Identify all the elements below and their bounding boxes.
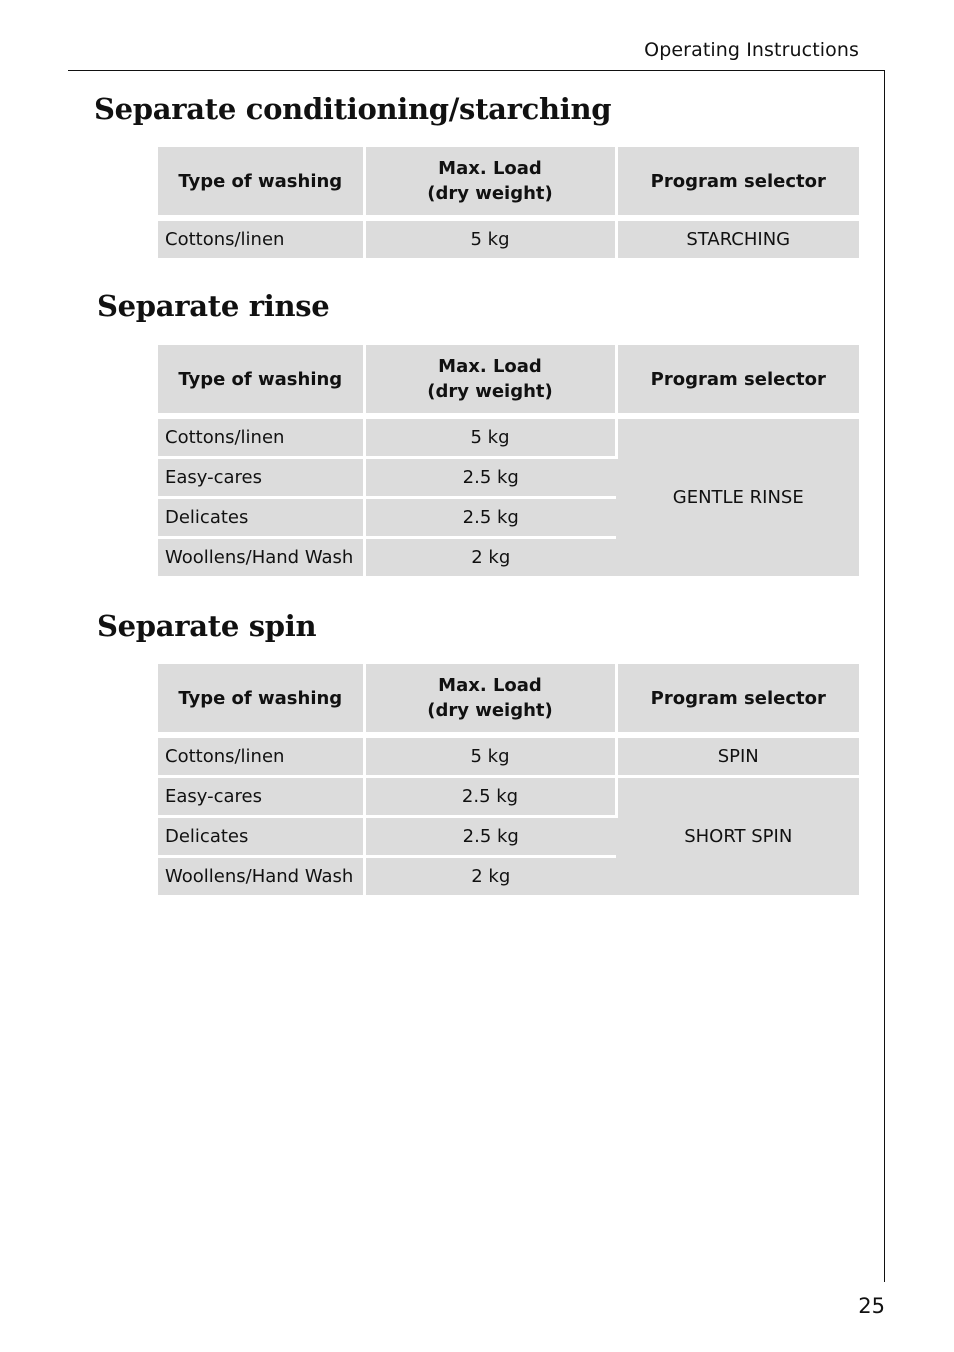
header-program: Program selector	[616, 147, 859, 218]
section-title-spin: Separate spin	[97, 609, 317, 643]
header-load-line2: (dry weight)	[427, 700, 553, 721]
program-cell: GENTLE RINSE	[616, 416, 859, 576]
load-cell: 2 kg	[364, 857, 616, 896]
header-load	[364, 664, 616, 735]
program-cell: STARCHING	[616, 218, 859, 258]
table-row	[158, 777, 859, 817]
conditioning-table	[158, 147, 859, 258]
header-load-line1: Max. Load	[438, 356, 542, 377]
header-load-line2: (dry weight)	[427, 381, 553, 402]
spin-table	[158, 664, 859, 895]
header-type: Type of washing	[158, 147, 364, 218]
type-cell: Delicates	[158, 817, 364, 857]
type-cell: Delicates	[158, 498, 364, 538]
header-load	[364, 147, 616, 218]
type-cell: Easy-cares	[158, 458, 364, 498]
side-rule	[884, 70, 885, 1282]
table-header-row	[158, 147, 859, 218]
header-load-line2: (dry weight)	[427, 183, 553, 204]
table-header-row	[158, 345, 859, 416]
section-title-rinse: Separate rinse	[97, 289, 330, 323]
type-cell: Easy-cares	[158, 777, 364, 817]
type-cell: Woollens/Hand Wash	[158, 538, 364, 577]
program-cell: SPIN	[616, 735, 859, 777]
running-header: Operating Instructions	[644, 39, 859, 61]
header-load-line1: Max. Load	[438, 158, 542, 179]
type-cell: Woollens/Hand Wash	[158, 857, 364, 896]
header-type: Type of washing	[158, 345, 364, 416]
load-cell: 5 kg	[364, 416, 616, 458]
load-cell: 5 kg	[364, 735, 616, 777]
table-row	[158, 416, 859, 458]
table-row	[158, 735, 859, 777]
header-load	[364, 345, 616, 416]
rinse-table	[158, 345, 859, 576]
header-rule	[68, 70, 885, 71]
table-header-row	[158, 664, 859, 735]
page-number: 25	[858, 1294, 885, 1318]
load-cell: 2.5 kg	[364, 817, 616, 857]
type-cell: Cottons/linen	[158, 416, 364, 458]
table-row	[158, 218, 859, 258]
header-load-line1: Max. Load	[438, 675, 542, 696]
load-cell: 2.5 kg	[364, 498, 616, 538]
load-cell: 2.5 kg	[364, 458, 616, 498]
section-title-conditioning: Separate conditioning/starching	[94, 92, 612, 126]
program-cell: SHORT SPIN	[616, 777, 859, 896]
header-program: Program selector	[616, 345, 859, 416]
type-cell: Cottons/linen	[158, 218, 364, 258]
type-cell: Cottons/linen	[158, 735, 364, 777]
load-cell: 2.5 kg	[364, 777, 616, 817]
header-type: Type of washing	[158, 664, 364, 735]
load-cell: 5 kg	[364, 218, 616, 258]
load-cell: 2 kg	[364, 538, 616, 577]
header-program: Program selector	[616, 664, 859, 735]
